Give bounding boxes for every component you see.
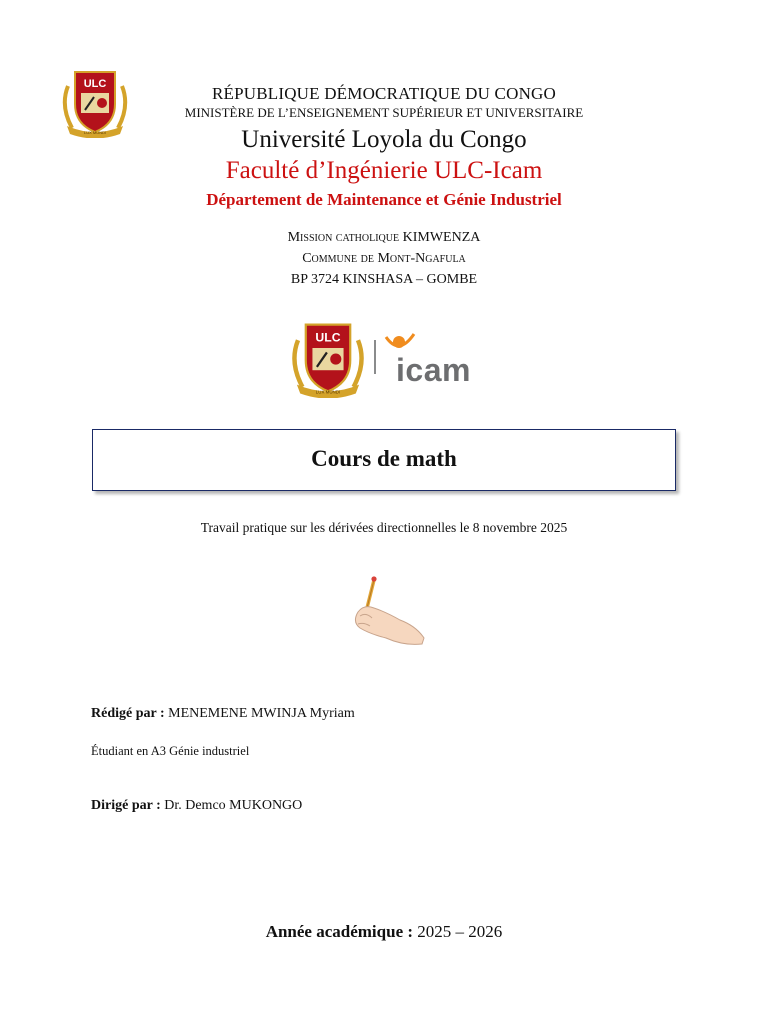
svg-text:ULC: ULC bbox=[315, 330, 341, 345]
ulc-logo-icon bbox=[285, 318, 371, 398]
address-line-2: Commune de Mont-Ngafula bbox=[302, 251, 466, 266]
course-subtitle: Travail pratique sur les dérivées directionnelles le 8 novembre 2025 bbox=[200, 520, 568, 535]
faculty-name: Faculté d’Ingénierie ULC-Icam bbox=[225, 157, 543, 184]
academic-year-value: 2025 – 2026 bbox=[417, 922, 503, 941]
author-row bbox=[91, 706, 355, 722]
director-name: Dr. Demco MUKONGO bbox=[164, 798, 303, 813]
course-title-box bbox=[92, 429, 676, 491]
writing-hand-icon bbox=[344, 566, 440, 650]
department-name: Département de Maintenance et Génie Industriel bbox=[206, 190, 562, 209]
svg-text:LUX MUNDI: LUX MUNDI bbox=[83, 130, 107, 135]
author-label: Rédigé par : bbox=[91, 706, 165, 721]
academic-year-row bbox=[0, 922, 768, 942]
academic-year-label: Année académique : bbox=[265, 922, 414, 941]
director-label: Dirigé par : bbox=[91, 798, 161, 813]
course-title: Cours de math bbox=[311, 446, 457, 471]
ministry-heading: MINISTÈRE DE L’ENSEIGNEMENT SUPÉRIEUR ET UNIVERSITAIRE bbox=[184, 105, 584, 120]
address-line-3: BP 3724 KINSHASA – GOMBE bbox=[290, 272, 478, 287]
author-role: Étudiant en A3 Génie industriel bbox=[91, 744, 250, 758]
author-name: MENEMENE MWINJA Myriam bbox=[168, 706, 355, 721]
director-row bbox=[91, 798, 302, 814]
university-name: Université Loyola du Congo bbox=[241, 126, 527, 153]
address-line-1: Mission catholique KIMWENZA bbox=[287, 230, 481, 245]
svg-text:LUX MUNDI: LUX MUNDI bbox=[315, 389, 341, 395]
icam-logo-icon bbox=[372, 328, 490, 386]
republic-heading: RÉPUBLIQUE DÉMOCRATIQUE DU CONGO bbox=[211, 84, 557, 103]
svg-text:icam: icam bbox=[396, 352, 471, 386]
svg-text:ULC: ULC bbox=[83, 78, 107, 90]
